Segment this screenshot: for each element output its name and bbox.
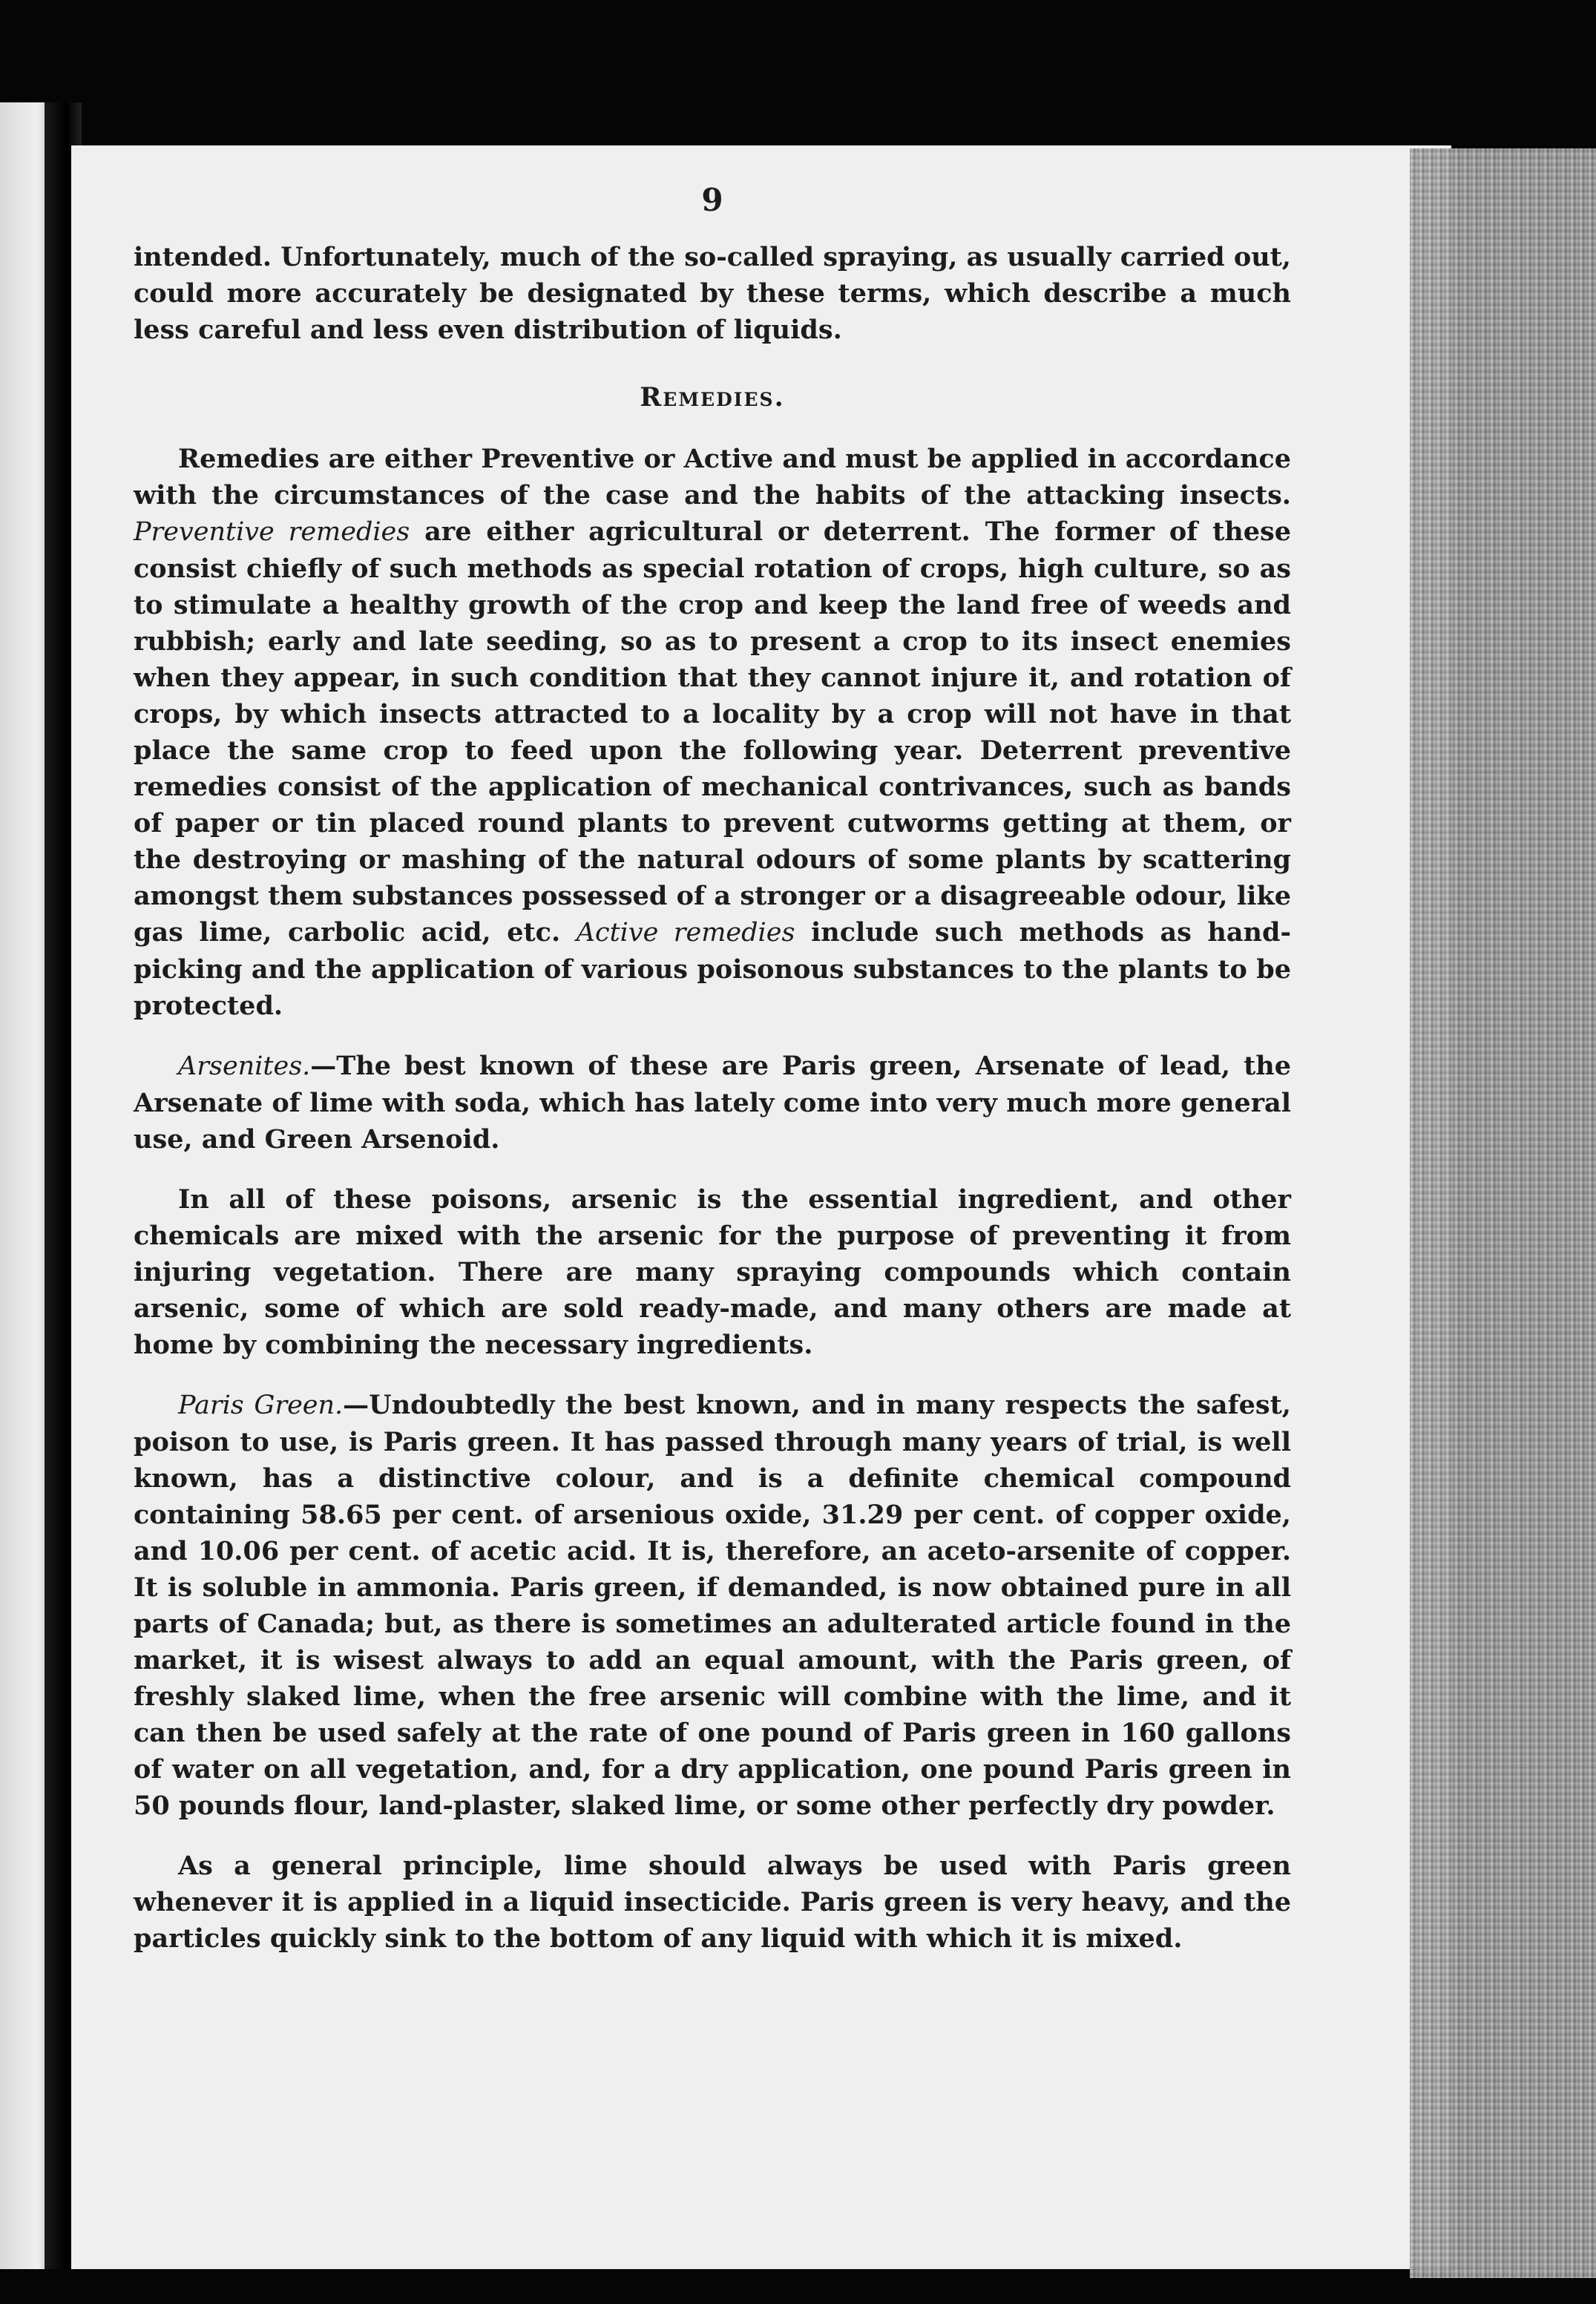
remedies-text-part2: are either agricultural or deterrent. The former of these consist chiefly of such methods as special rotation of crops, high culture, so as to stimulate a healthy growth of the crop and keep the land free of weeds and rubbish; early and late seeding, so as to present a crop to its insect enemies when they appear, in such condition that they cannot injure it, and rotation of crops, by which insects attracted to a locality by a crop will not have in that place the same crop to feed upon the following year. Deterrent preventive remedies consist of the application of mechanical contrivances, such as bands of paper or tin placed round plants to prevent cutworms getting at them, or the destroying or mashing of the natural odours of some plants by scattering amongst them substances possessed of a stronger or a disagreeable odour, like gas lime, carbolic acid, etc.: [134, 516, 1291, 948]
preventive-remedies-label: Preventive remedies: [134, 517, 410, 547]
active-remedies-label: Active remedies: [576, 918, 795, 948]
remedies-text-part3: include such methods as hand-picking and the application of various poisonous substances to the plants to be protected.: [134, 917, 1291, 1021]
section-heading-remedies: Remedies.: [640, 382, 785, 413]
page-text: [134, 178, 1291, 1980]
arsenites-paragraph: [134, 1048, 1291, 1158]
paris-green-text: —Undoubtedly the best known, and in many respects the safest, poison to use, is Paris green. It has passed through many years of trial, is well known, has a distinctive colour, and is a definite chemical compound containing 58.65 per cent. of arsenious oxide, 31.29 per cent. of copper oxide, and 10.06 per cent. of acetic acid. It is, therefore, an aceto-arsenite of copper. It is soluble in ammonia. Paris green, if demanded, is now obtained pure in all parts of Canada; but, as there is sometimes an adulterated article found in the market, it is wisest always to add an equal amount, with the Paris green, of freshly slaked lime, when the free arsenic will combine with the lime, and it can then be used safely at the rate of one pound of Paris green in 160 gallons of water on all vegetation, and, for a dry application, one pound Paris green in 50 pounds flour, land-plaster, slaked lime, or some other perfectly dry powder.: [134, 1390, 1291, 1821]
paris-green-label: Paris Green.: [178, 1391, 344, 1420]
arsenites-text: —The best known of these are Paris green, Arsenate of lead, the Arsenate of lime with soda, which has lately come into very much more general use, and Green Arsenoid.: [134, 1051, 1291, 1155]
page-number: 9: [701, 182, 723, 218]
remedies-paragraph: [134, 441, 1291, 1024]
lime-paragraph: As a general principle, lime should always be used with Paris green whenever it is applied in a liquid insecticide. Paris green is very heavy, and the particles quickly sink to the bottom of any liquid with which it is mixed.: [134, 1851, 1291, 1954]
paris-green-paragraph: [134, 1387, 1291, 1824]
arsenites-label: Arsenites.: [178, 1051, 311, 1081]
opening-paragraph: intended. Unfortunately, much of the so-called spraying, as usually carried out, could more accurately be designated by these terms, which describe a much less careful and less even distribution of liquids.: [134, 242, 1291, 345]
poisons-paragraph: In all of these poisons, arsenic is the essential ingredient, and other chemicals are mixed with the arsenic for the purpose of preventing it from injuring vegetation. There are many spraying compounds which contain arsenic, some of which are sold ready-made, and many others are made at home by combining the necessary ingredients.: [134, 1184, 1291, 1360]
remedies-text-part1: Remedies are either Preventive or Active and must be applied in accordance with the circumstances of the case and the habits of the attacking insects.: [134, 444, 1291, 511]
page-stack-texture: [1410, 148, 1596, 2278]
